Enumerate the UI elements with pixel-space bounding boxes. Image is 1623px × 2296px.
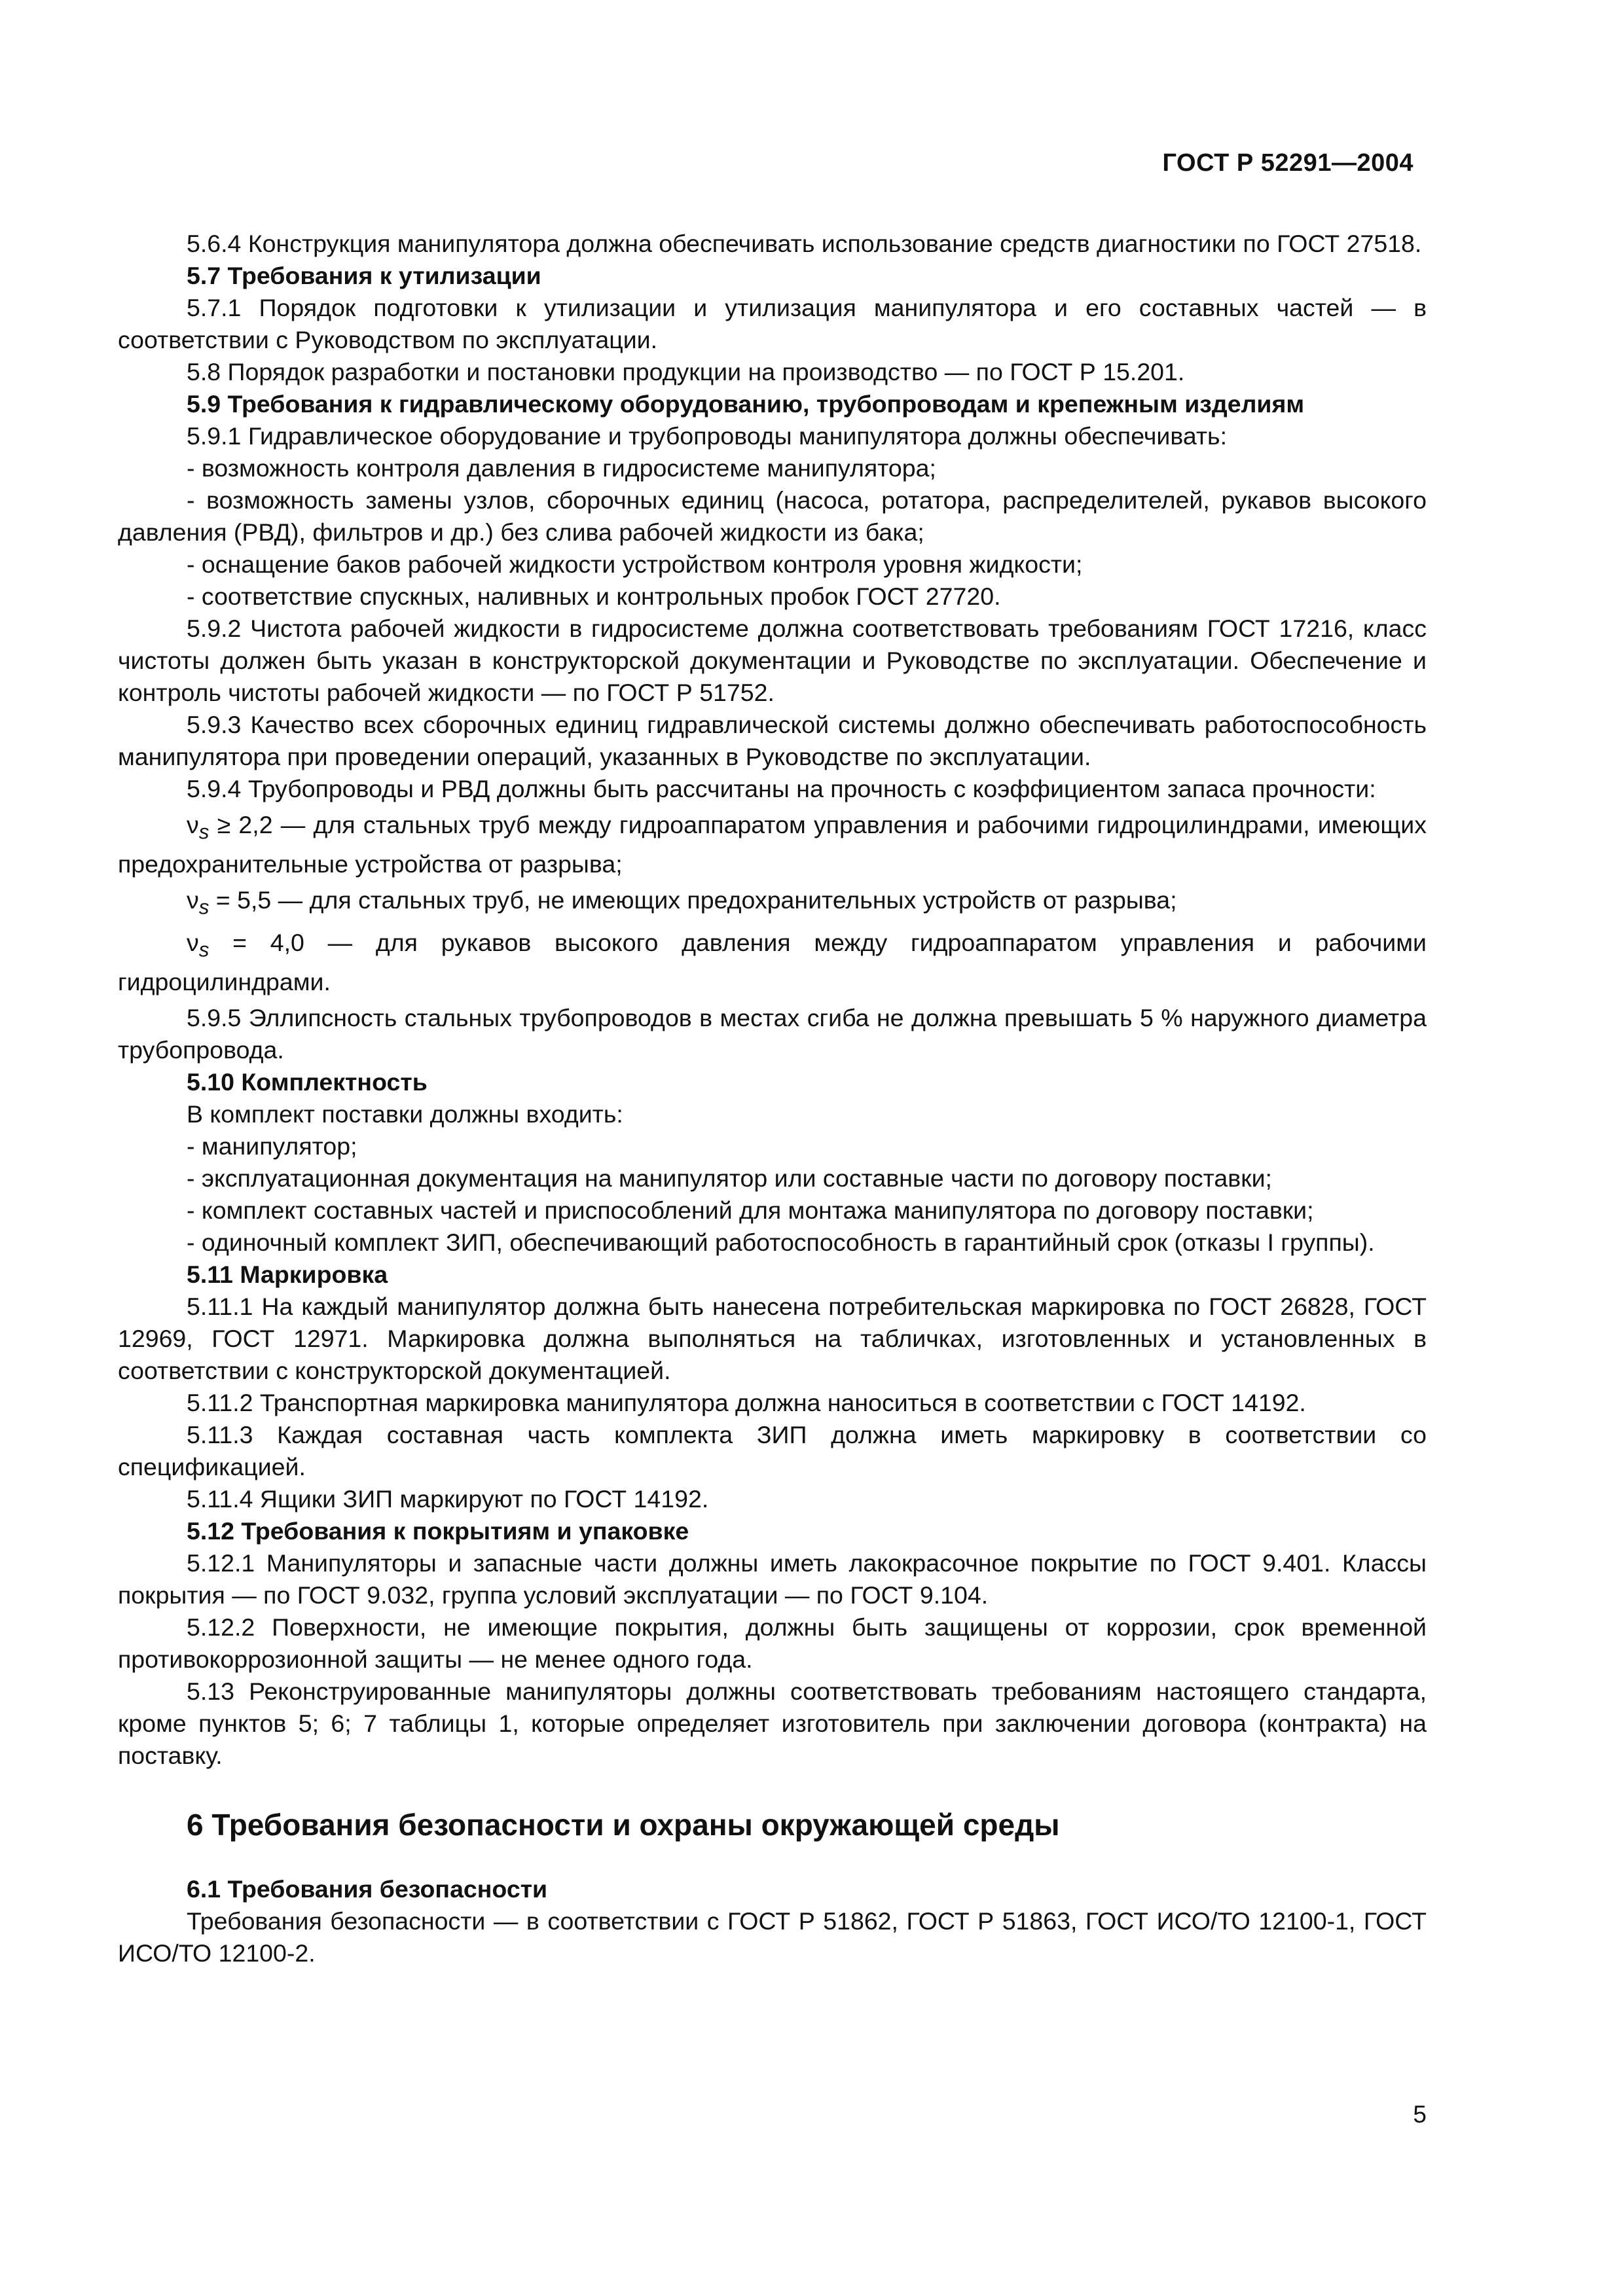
list-item: - оснащение баков рабочей жидкости устройством контроля уровня жидкости; [187,550,1083,578]
page-body [118,228,1427,1969]
clause-5-11-3: 5.11.3 Каждая составная часть комплекта ЗИП должна иметь маркировку в соответствии со спецификацией. [118,1420,1427,1480]
formula-text: = 5,5 — для стальных труб, не имеющих предохранительных устройств от разрыва; [209,886,1177,914]
formula-text: = 4,0 — для рукавов высокого давления между гидроаппаратом управления и рабочими гидроцилиндрами. [118,929,1427,996]
heading-5-9: 5.9 Требования к гидравлическому оборудованию, трубопроводам и крепежным изделиям [187,390,1305,418]
list-item: - возможность контроля давления в гидросистеме манипулятора; [187,454,936,482]
safety-factor-formula-3 [118,927,1427,998]
clause-6-1: Требования безопасности — в соответствии с ГОСТ Р 51862, ГОСТ Р 51863, ГОСТ ИСО/ТО 12100-1, ГОСТ ИСО/ТО 12100-2. [118,1907,1427,1967]
formula-subscript: s [198,895,210,918]
clause-5-11-1: 5.11.1 На каждый манипулятор должна быть нанесена потребительская маркировка по ГОСТ 26828, ГОСТ 12969, ГОСТ 12971. Маркировка должна выполняться на табличках, изготовленных и установленных в соответствии с конструкторской документацией. [118,1292,1427,1384]
heading-5-11: 5.11 Маркировка [187,1260,388,1288]
clause-5-10-intro: В комплект поставки должны входить: [187,1100,623,1128]
list-item: - соответствие спускных, наливных и контрольных пробок ГОСТ 27720. [187,583,1001,610]
formula-symbol: ν [187,886,199,914]
formula-subscript: s [198,820,210,844]
safety-factor-formula-1 [118,809,1427,880]
clause-5-12-1: 5.12.1 Манипуляторы и запасные части должны иметь лакокрасочное покрытие по ГОСТ 9.401. Классы покрытия — по ГОСТ 9.032, группа условий эксплуатации — по ГОСТ 9.104. [118,1549,1427,1609]
formula-symbol: ν [187,811,199,838]
formula-text: ≥ 2,2 — для стальных труб между гидроаппаратом управления и рабочими гидроцилиндрами, имеющих предохранительные устройства от разрыва; [118,811,1427,878]
section-6-title: 6 Требования безопасности и охраны окружающей среды [187,1807,1060,1842]
clause-5-11-2: 5.11.2 Транспортная маркировка манипулятора должна наноситься в соответствии с ГОСТ 14192. [187,1388,1306,1416]
list-item: - одиночный комплект ЗИП, обеспечивающий работоспособность в гарантийный срок (отказы I группы). [187,1228,1375,1256]
clause-5-9-1: 5.9.1 Гидравлическое оборудование и трубопроводы манипулятора должны обеспечивать: [187,422,1227,450]
heading-5-7: 5.7 Требования к утилизации [187,262,541,289]
safety-factor-formula-2 [118,884,1427,924]
list-item: - возможность замены узлов, сборочных единиц (насоса, ротатора, распределителей, рукавов высокого давления (РВД), фильтров и др.) без слива рабочей жидкости из бака; [118,486,1427,546]
formula-subscript: s [198,938,210,961]
heading-5-12: 5.12 Требования к покрытиям и упаковке [187,1516,689,1545]
clause-5-12-2: 5.12.2 Поверхности, не имеющие покрытия, должны быть защищены от коррозии, срок временной противокоррозионной защиты — не менее одного года. [118,1613,1427,1673]
list-item: - манипулятор; [187,1132,357,1160]
list-item: - эксплуатационная документация на манипулятор или составные части по договору поставки; [187,1164,1272,1192]
clause-5-9-5: 5.9.5 Эллипсность стальных трубопроводов в местах сгиба не должна превышать 5 % наружного диаметра трубопровода. [118,1003,1427,1064]
document-designation: ГОСТ Р 52291—2004 [1162,149,1413,177]
clause-5-11-4: 5.11.4 Ящики ЗИП маркируют по ГОСТ 14192. [187,1484,709,1513]
clause-5-9-3: 5.9.3 Качество всех сборочных единиц гидравлической системы должно обеспечивать работоспособность манипулятора при проведении операций, указанных в Руководстве по эксплуатации. [118,711,1427,770]
clause-5-8: 5.8 Порядок разработки и постановки продукции на производство — по ГОСТ Р 15.201. [187,358,1185,386]
clause-5-7-1: 5.7.1 Порядок подготовки к утилизации и утилизация манипулятора и его составных частей — в соответствии с Руководством по эксплуатации. [118,294,1427,353]
heading-6-1: 6.1 Требования безопасности [187,1874,548,1903]
heading-5-10: 5.10 Комплектность [187,1067,428,1096]
clause-5-13: 5.13 Реконструированные манипуляторы должны соответствовать требованиям настоящего стандарта, кроме пунктов 5; 6; 7 таблицы 1, которые определяет изготовитель при заключении договора (контракта) на поставку. [118,1677,1427,1769]
list-item: - комплект составных частей и приспособлений для монтажа манипулятора по договору поставки; [187,1196,1314,1224]
clause-5-9-2: 5.9.2 Чистота рабочей жидкости в гидросистеме должна соответствовать требованиям ГОСТ 17216, класс чистоты должен быть указан в конструкторской документации и Руководстве по эксплуатации. Обеспечение и контроль чистоты рабочей жидкости — по ГОСТ Р 51752. [118,615,1427,706]
formula-symbol: ν [187,929,199,956]
clause-5-6-4: 5.6.4 Конструкция манипулятора должна обеспечивать использование средств диагностики по ГОСТ 27518. [187,230,1422,257]
clause-5-9-4: 5.9.4 Трубопроводы и РВД должны быть рассчитаны на прочность с коэффициентом запаса прочности: [187,775,1376,802]
page-number: 5 [1413,2101,1427,2128]
